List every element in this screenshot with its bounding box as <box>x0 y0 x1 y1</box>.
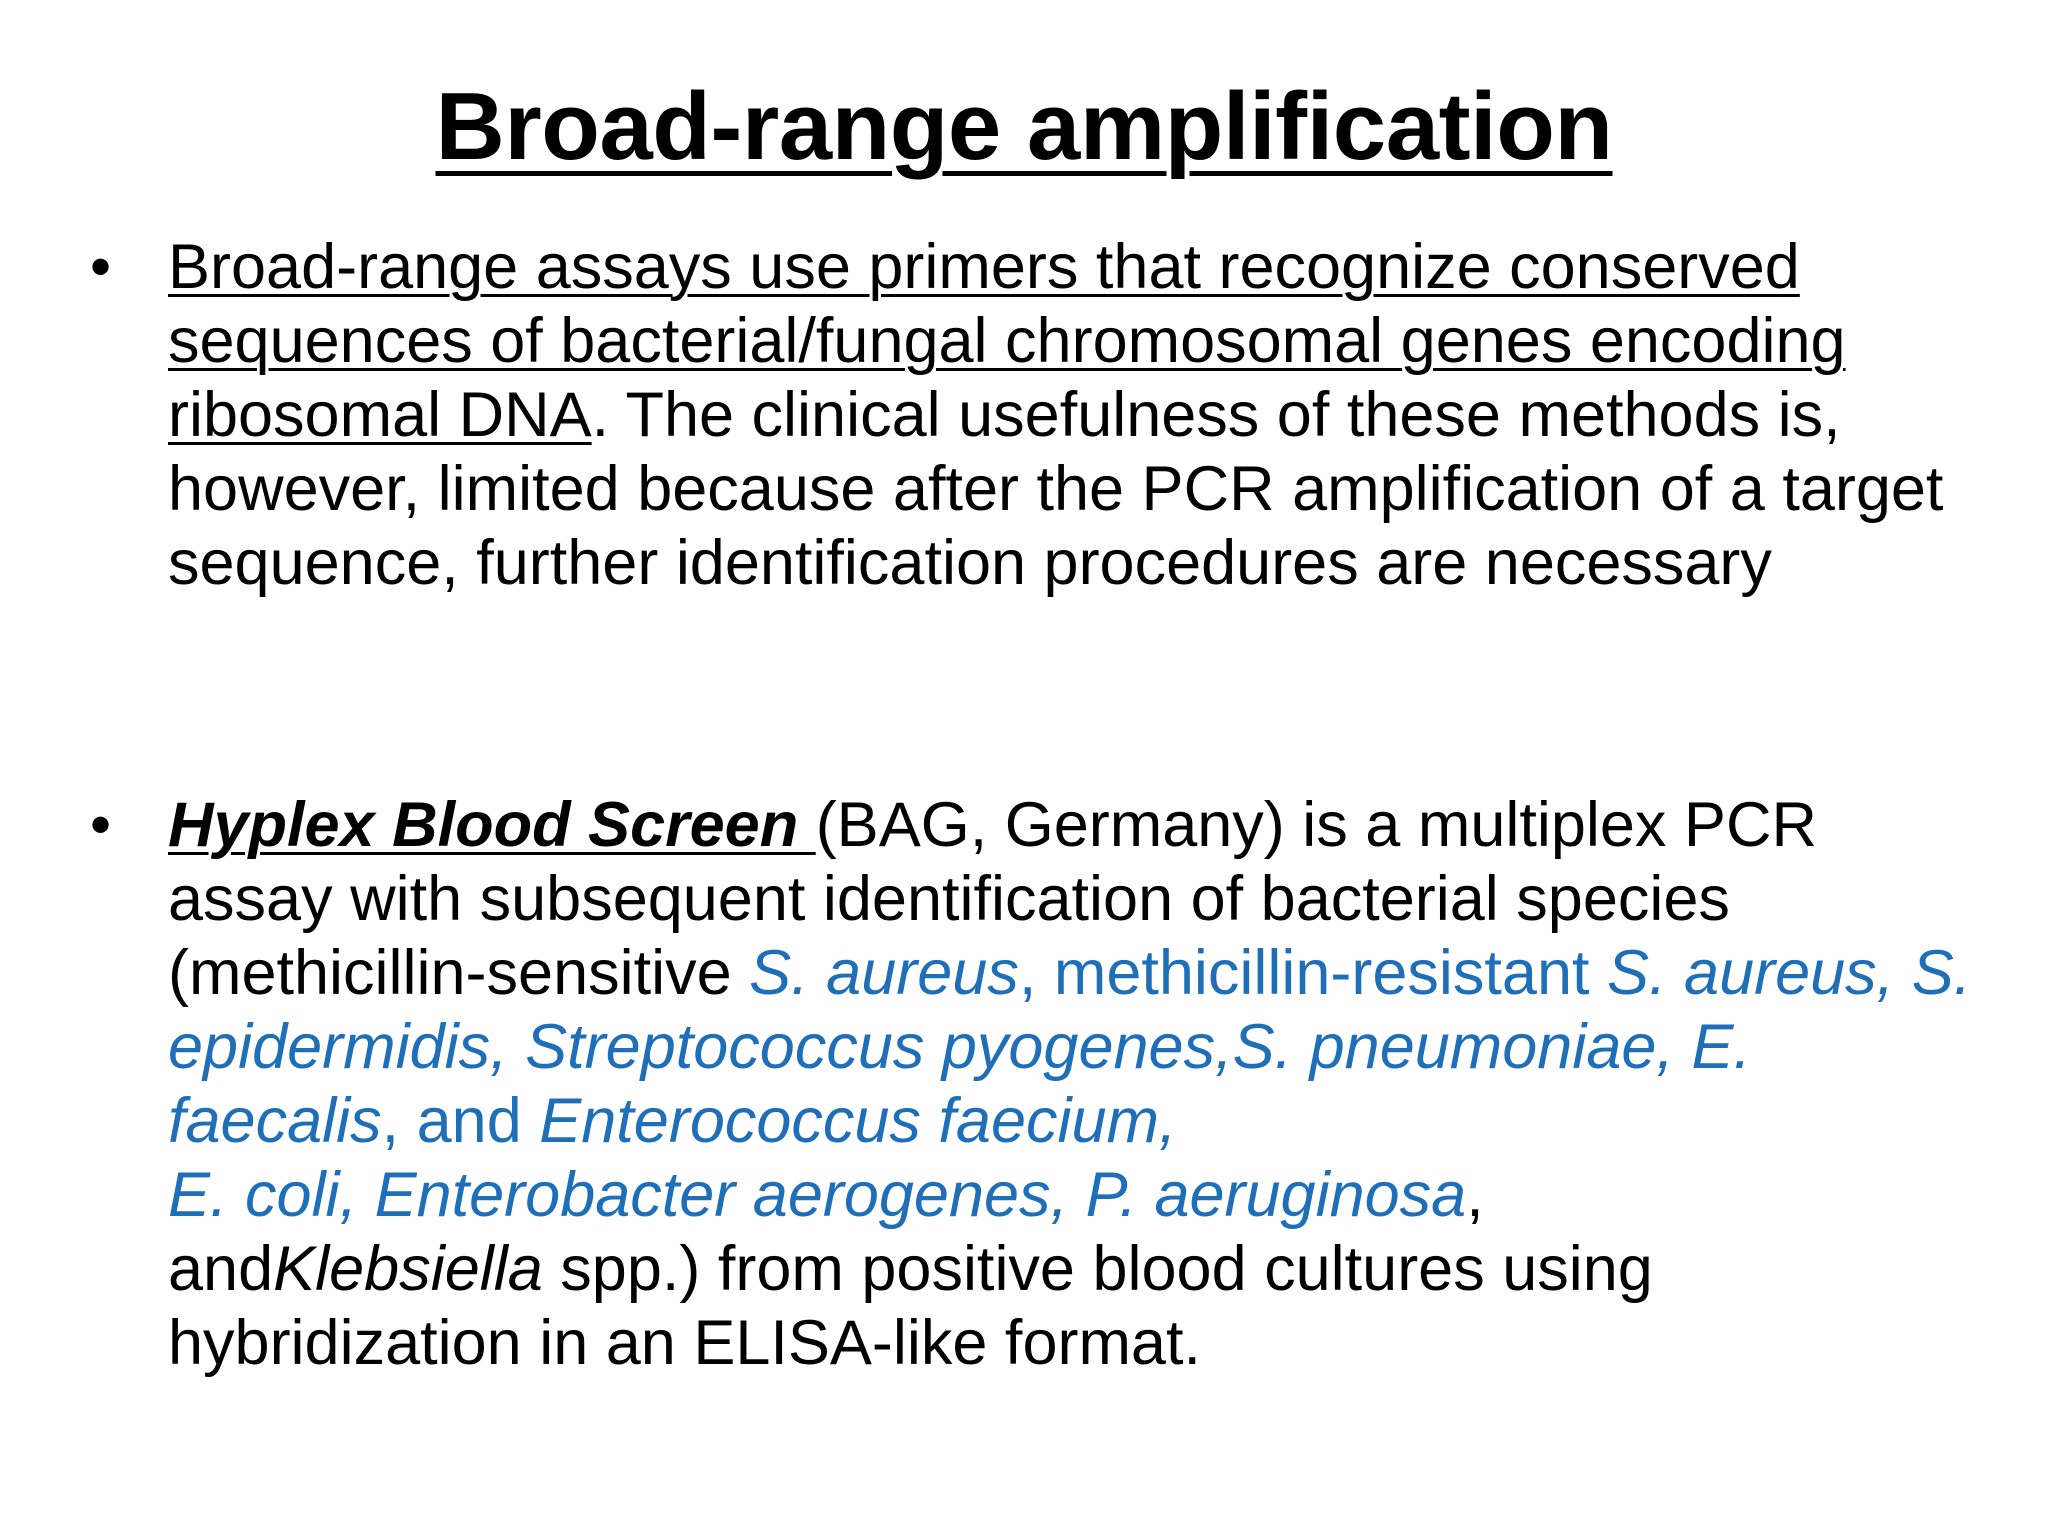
bullet-text <box>168 230 1988 600</box>
species-p-aeruginosa: P. aeruginosa <box>1085 1160 1467 1230</box>
species-s-aureus: S. aureus <box>749 938 1019 1008</box>
species-separator: , methicillin-resistant <box>1018 938 1607 1008</box>
bullet-dot-icon: • <box>90 233 112 300</box>
species-e-coli: E. coli <box>168 1160 340 1230</box>
species-separator: , <box>1656 1012 1692 1082</box>
species-ent-aerogenes: Enterobacter aerogenes <box>374 1160 1051 1230</box>
underlined-definition: Broad-range assays use primers that recognize conserved sequences of bacterial/fungal chromosomal genes encoding ribosomal DNA <box>168 232 1846 450</box>
species-separator: , <box>490 1012 526 1082</box>
species-klebsiella: Klebsiella <box>273 1234 543 1304</box>
and-text: and <box>168 1234 274 1304</box>
species-s-epidermidis: S. epidermidis <box>168 938 1972 1082</box>
slide-title <box>0 72 2048 182</box>
slide-title-text: Broad-range amplification <box>435 73 1613 180</box>
species-separator: , <box>1215 1012 1233 1082</box>
species-s-pneumoniae: S. pneumoniae <box>1232 1012 1657 1082</box>
species-e-faecalis: E. faecalis <box>168 1012 1751 1156</box>
species-separator: , <box>339 1160 375 1230</box>
assay-name: Hyplex Blood Screen <box>168 790 816 860</box>
species-separator: , <box>1466 1160 1484 1230</box>
species-strep-pyogenes: Streptococcus pyogenes <box>525 1012 1216 1082</box>
species-separator: , and <box>381 1086 540 1156</box>
assay-intro: (BAG, Germany) is a multiplex PCR assay with subsequent identification of bacterial species (methicillin-sensitive <box>168 790 1817 1008</box>
species-separator: , <box>1050 1160 1086 1230</box>
species-ent-faecium: Enterococcus faecium, <box>539 1086 1177 1156</box>
assay-ending: spp.) from positive blood cultures using hybridization in an ELISA-like format. <box>168 1234 1653 1378</box>
bullet-text <box>168 788 1988 1380</box>
species-s-aureus-resistant: S. aureus <box>1607 938 1877 1008</box>
species-separator: , <box>1876 938 1912 1008</box>
bullet-rest-text: . The clinical usefulness of these methods is, however, limited because after the PCR amplification of a target sequence, further identification procedures are necessary <box>168 380 1944 598</box>
bullet-dot-icon: • <box>90 791 112 858</box>
